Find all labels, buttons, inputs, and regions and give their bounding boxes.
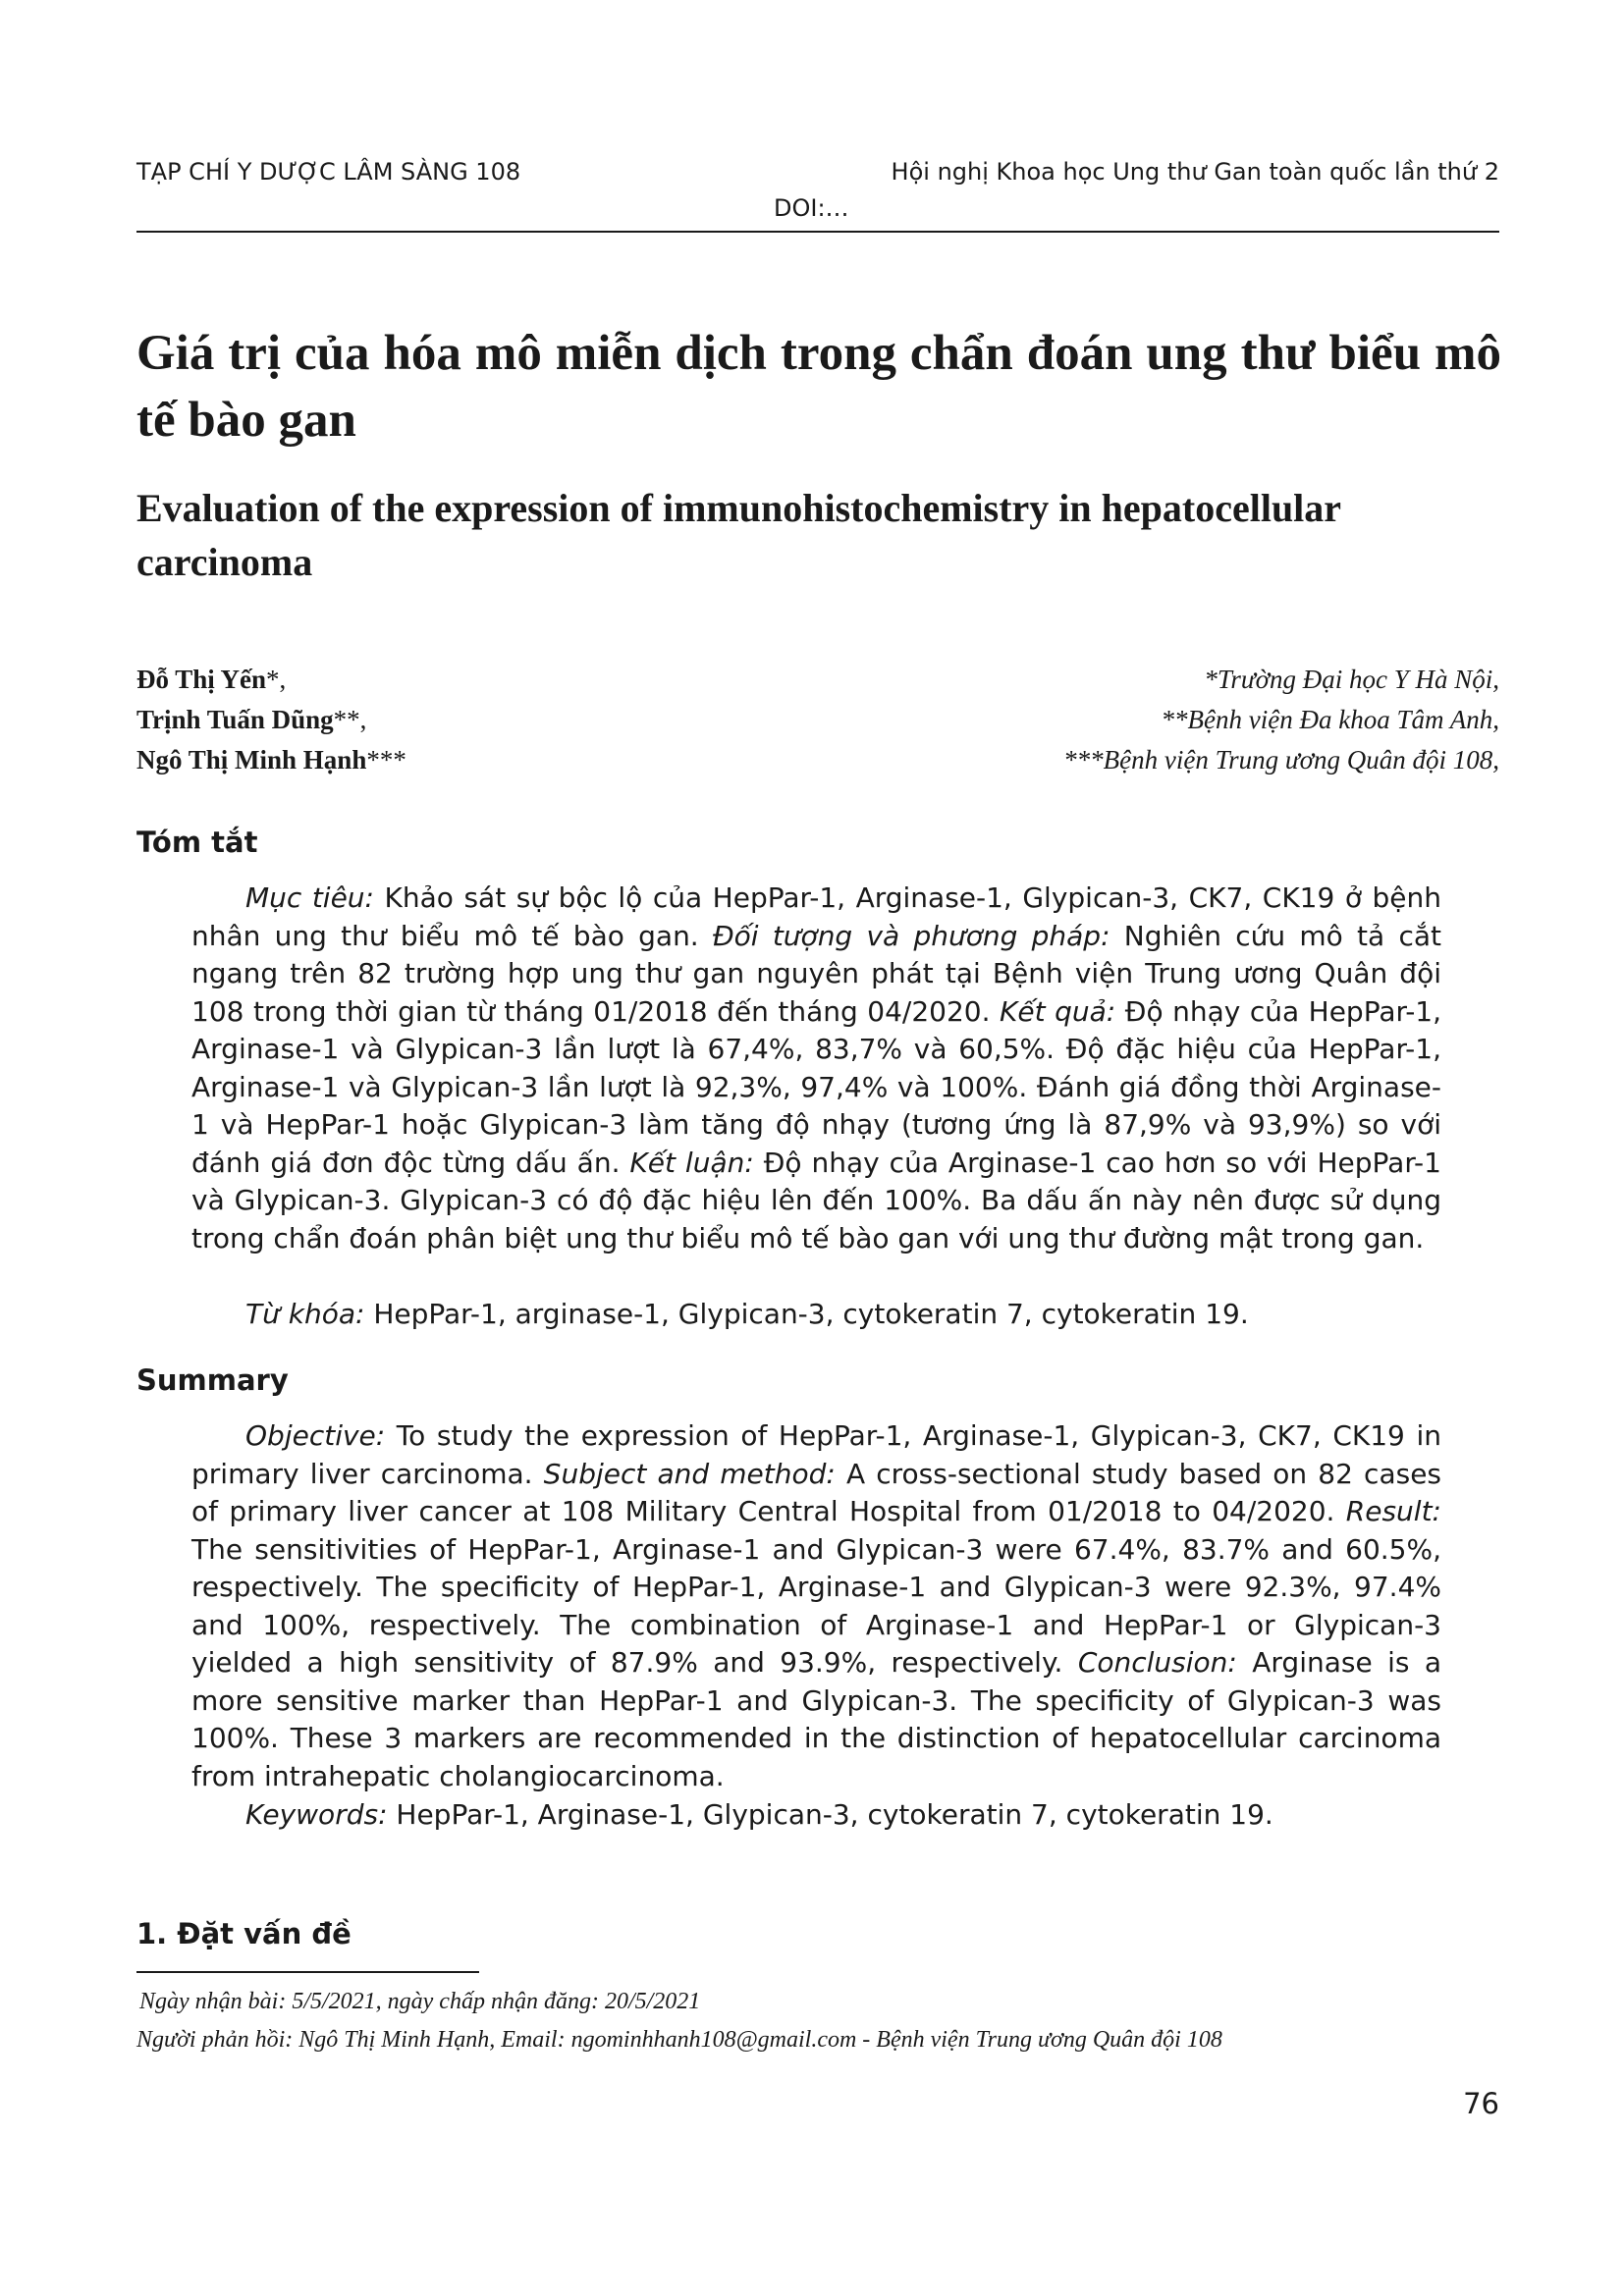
- text: Nghiên cứu mô tả cắt ngang trên 82 trường hợp ung thư gan nguyên phát tại Bệnh viện Trung ương Quân đội 108 trong thời gian từ tháng 01/2018 đến tháng 04/2020.: [191, 919, 1441, 1028]
- doi: DOI:…: [774, 194, 849, 222]
- text: To study the expression of HepPar-1, Arginase-1, Glypican-3, CK7, CK19 in primary liver carcinoma.: [191, 1419, 1441, 1490]
- author-name: Trịnh Tuấn Dũng: [136, 705, 334, 734]
- label: Subject and method:: [543, 1457, 836, 1490]
- affiliation-1: *Trường Đại học Y Hà Nội,: [1204, 665, 1499, 694]
- author-mark: *,: [266, 665, 287, 694]
- affiliation-3: ***Bệnh viện Trung ương Quân đội 108,: [1063, 745, 1499, 774]
- author-mark: ***: [366, 745, 406, 774]
- author-name: Đỗ Thị Yến: [136, 665, 267, 694]
- label: Objective:: [245, 1419, 386, 1452]
- label: Từ khóa:: [245, 1298, 365, 1330]
- label: Mục tiêu:: [245, 881, 374, 914]
- author-3: [136, 740, 406, 779]
- text: Khảo sát sự bộc lộ của HepPar-1, Arginase-1, Glypican-3, CK7, CK19 ở bệnh nhân ung thư biểu mô tế bào gan.: [191, 881, 1441, 952]
- footnote-rule: [136, 1971, 479, 1973]
- author-name: Ngô Thị Minh Hạnh: [136, 745, 367, 774]
- abstract-vi-body: [191, 880, 1441, 1257]
- affiliation-2: **Bệnh viện Đa khoa Tâm Anh,: [1161, 705, 1499, 734]
- section-1-heading: 1. Đặt vấn đề: [136, 1917, 352, 1950]
- keywords-en: [191, 1796, 1441, 1835]
- label: Đối tượng và phương pháp:: [712, 919, 1110, 952]
- text: A cross-sectional study based on 82 cases of primary liver cancer at 108 Military Central Hospital from 01/2018 to 04/2020.: [191, 1457, 1442, 1527]
- journal-name: TẠP CHÍ Y DƯỢC LÂM SÀNG 108: [136, 158, 521, 186]
- text: Độ nhạy của HepPar-1, Arginase-1 và Glypican-3 lần lượt là 67,4%, 83,7% và 60,5%. Độ đặc hiệu của HepPar-1, Arginase-1 và Glypican-3 lần lượt là 92,3%, 97,4% và 100%. Đánh giá đồng thời Arginase-1 và HepPar-1 hoặc Glypican-3 làm tăng độ nhạy (tương ứng là 87,9% và 93,9%) so với đánh giá đơn độc từng dấu ấn.: [191, 994, 1442, 1179]
- label: Kết quả:: [1000, 994, 1116, 1028]
- label: Keywords:: [245, 1798, 388, 1831]
- author-mark: **,: [333, 705, 367, 734]
- label: Kết luận:: [629, 1146, 754, 1179]
- text: The sensitivities of HepPar-1, Arginase-1 and Glypican-3 were 67.4%, 83.7% and 60.5%, respectively. The specificity of HepPar-1, Arginase-1 and Glypican-3 were 92.3%, 97.4% and 100%, respectively. The combination of Arginase-1 and HepPar-1 or Glypican-3 yielded a high sensitivity of 87.9% and 93.9%, respectively.: [191, 1532, 1441, 1679]
- title-english: Evaluation of the expression of immunohistochemistry in hepatocellular carcinoma: [136, 486, 1341, 584]
- keywords-vi: [191, 1296, 1441, 1334]
- text: Arginase is a more sensitive marker than HepPar-1 and Glypican-3. The specificity of Glypican-3 was 100%. These 3 markers are recommended in the distinction of hepatocellular carcinoma from intrahepatic cholangiocarcinoma.: [191, 1646, 1442, 1792]
- text: HepPar-1, Arginase-1, Glypican-3, cytokeratin 7, cytokeratin 19.: [387, 1798, 1273, 1831]
- summary-heading: Summary: [136, 1363, 289, 1397]
- page-number: 76: [1463, 2087, 1499, 2120]
- abstract-vi-heading: Tóm tắt: [136, 826, 258, 859]
- text: Độ nhạy của Arginase-1 cao hơn so với HepPar-1 và Glypican-3. Glypican-3 có độ đặc hiệu lên đến 100%. Ba dấu ấn này nên được sử dụng trong chẩn đoán phân biệt ung thư biểu mô tế bào gan với ung thư đường mật trong gan.: [191, 1146, 1441, 1255]
- author-2: [136, 700, 366, 739]
- text: HepPar-1, arginase-1, Glypican-3, cytokeratin 7, cytokeratin 19.: [364, 1298, 1249, 1330]
- title-vietnamese: Giá trị của hóa mô miễn dịch trong chẩn đoán ung thư biểu mô tế bào gan: [136, 326, 1501, 448]
- author-1: [136, 660, 286, 699]
- header-rule: [136, 231, 1499, 233]
- label: Conclusion:: [1077, 1646, 1237, 1679]
- label: Result:: [1345, 1495, 1441, 1527]
- summary-body: [191, 1417, 1441, 1795]
- conference-name: Hội nghị Khoa học Ung thư Gan toàn quốc lần thứ 2: [891, 158, 1499, 186]
- footnote-correspondence: Người phản hồi: Ngô Thị Minh Hạnh, Email: ngominhhanh108@gmail.com - Bệnh viện Trung ương Quân đội 108: [136, 2027, 1222, 2053]
- footnote-received: Ngày nhận bài: 5/5/2021, ngày chấp nhận đăng: 20/5/2021: [139, 1989, 701, 2014]
